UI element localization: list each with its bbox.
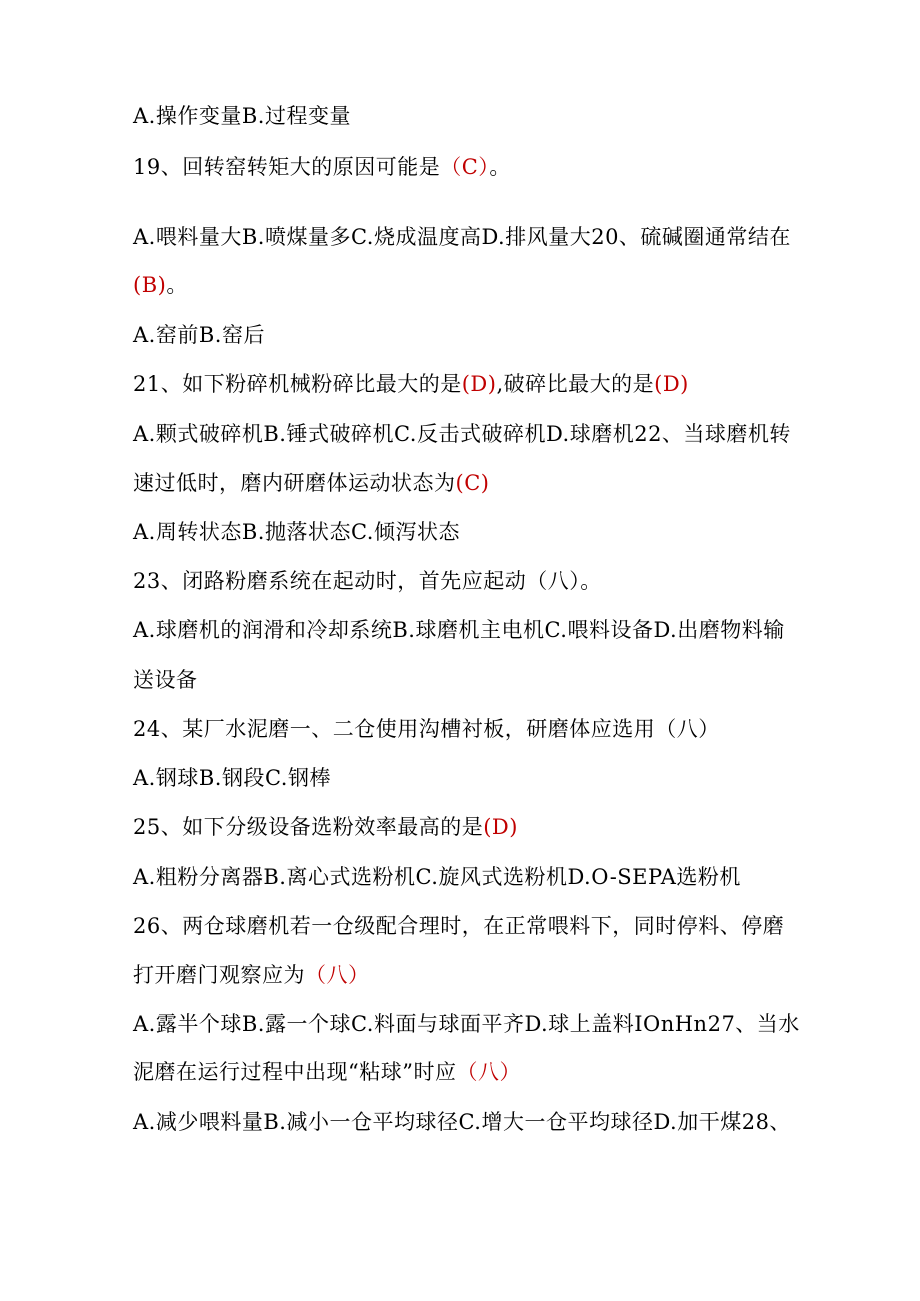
text-line bbox=[133, 517, 793, 547]
line-text: A.减少喂料量B.减小一仓平均球径C.增大一仓平均球径D.加干煤28、 bbox=[133, 1110, 791, 1134]
answer-mark: (D) bbox=[483, 815, 518, 839]
answer-mark: （八） bbox=[305, 963, 370, 987]
line-text: A.窑前B.窑后 bbox=[133, 323, 265, 347]
text-line bbox=[133, 1107, 793, 1137]
text-line bbox=[133, 960, 793, 990]
text-line bbox=[133, 665, 793, 695]
line-text: 送设备 bbox=[133, 668, 198, 692]
text-line bbox=[133, 419, 793, 449]
answer-mark: (D) bbox=[654, 372, 689, 396]
question-line bbox=[133, 566, 793, 596]
line-text: 21、如下粉碎机械粉碎比最大的是 bbox=[133, 372, 462, 396]
line-text: 24、某厂水泥磨一、二仓使用沟槽衬板，研磨体应选用（八） bbox=[133, 717, 720, 741]
answer-mark: （C） bbox=[440, 155, 490, 179]
question-line bbox=[133, 714, 793, 744]
line-text: A.露半个球B.露一个球C.料面与球面平齐D.球上盖料IOnHn27、当水 bbox=[133, 1012, 800, 1036]
answer-mark: (B) bbox=[133, 273, 167, 297]
line-text: 25、如下分级设备选粉效率最高的是 bbox=[133, 815, 484, 839]
answer-mark: （八） bbox=[456, 1060, 521, 1084]
question-line bbox=[133, 468, 793, 498]
line-text: A.钢球B.钢段C.钢棒 bbox=[133, 766, 331, 790]
line-text: A.操作变量B.过程变量 bbox=[133, 104, 351, 128]
line-text: 19、回转窑转矩大的原因可能是 bbox=[133, 155, 441, 179]
text-line bbox=[133, 862, 793, 892]
line-text: A.球磨机的润滑和冷却系统B.球磨机主电机C.喂料设备D.出磨物料输 bbox=[133, 618, 785, 642]
text-line bbox=[133, 101, 793, 131]
text-line bbox=[133, 222, 793, 252]
question-line bbox=[133, 1057, 793, 1087]
line-text: 打开磨门观察应为 bbox=[133, 963, 305, 987]
line-text: A.周转状态B.抛落状态C.倾泻状态 bbox=[133, 520, 460, 544]
line-text: 23、闭路粉磨系统在起动时，首先应起动（八）。 bbox=[133, 569, 602, 593]
line-text: 。 bbox=[489, 155, 511, 179]
line-text: 。 bbox=[166, 273, 188, 297]
text-line bbox=[133, 763, 793, 793]
line-text: ,破碎比最大的是 bbox=[496, 372, 655, 396]
text-line bbox=[133, 270, 793, 300]
line-text: A.颗式破碎机B.锤式破碎机C.反击式破碎机D.球磨机22、当球磨机转 bbox=[133, 422, 791, 446]
answer-mark: (C) bbox=[455, 471, 490, 495]
line-text: A.喂料量大B.喷煤量多C.烧成温度高D.排风量大20、硫碱圈通常结在 bbox=[133, 225, 791, 249]
question-line bbox=[133, 369, 793, 399]
answer-mark: (D) bbox=[461, 372, 497, 396]
question-line bbox=[133, 152, 793, 182]
text-line bbox=[133, 615, 793, 645]
question-line bbox=[133, 812, 793, 842]
text-line bbox=[133, 1009, 800, 1039]
question-line bbox=[133, 911, 793, 941]
line-text: 26、两仓球磨机若一仓级配合理时，在正常喂料下，同时停料、停磨 bbox=[133, 914, 785, 938]
line-text: 速过低时，磨内研磨体运动状态为 bbox=[133, 471, 456, 495]
line-text: 泥磨在运行过程中出现“粘球”时应 bbox=[133, 1060, 457, 1084]
text-line bbox=[133, 320, 793, 350]
line-text: A.粗粉分离器B.离心式选粉机C.旋风式选粉机D.O-SEPA选粉机 bbox=[133, 865, 741, 889]
